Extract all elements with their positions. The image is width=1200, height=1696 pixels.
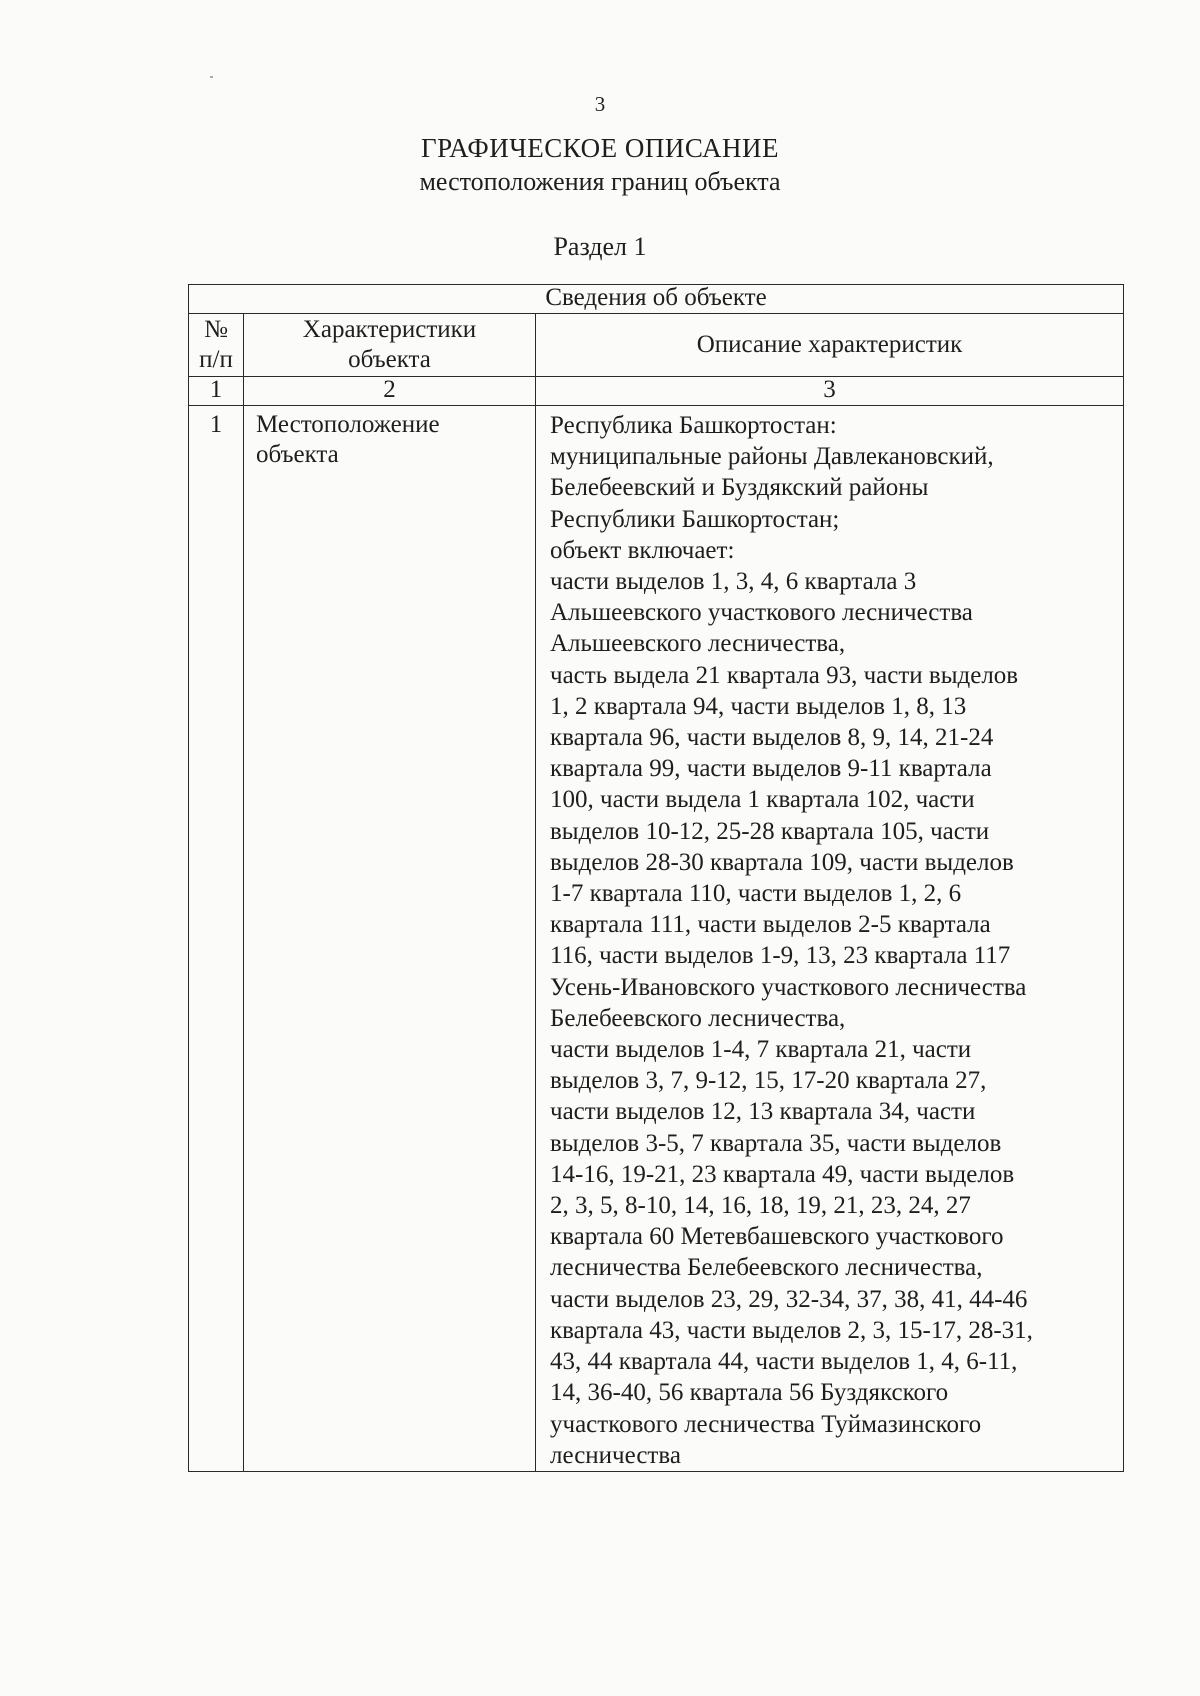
description-line: часть выдела 21 квартала 93, части выделов bbox=[550, 661, 1019, 689]
description-line: квартала 43, части выделов 2, 3, 15-17, 28-31, bbox=[550, 1316, 1033, 1344]
description-line: части выделов 1, 3, 4, 6 квартала 3 bbox=[550, 568, 917, 596]
description-line: квартала 60 Метевбашевского участкового bbox=[550, 1223, 1004, 1251]
column-number-3: 3 bbox=[536, 377, 1124, 406]
header-characteristics-line1: Характеристики bbox=[302, 316, 477, 343]
description-line: 1-7 квартала 110, части выделов 1, 2, 6 bbox=[550, 880, 962, 908]
header-characteristics bbox=[244, 314, 536, 377]
description-line: квартала 96, части выделов 8, 9, 14, 21-24 bbox=[550, 724, 994, 752]
description-line: 43, 44 квартала 44, части выделов 1, 4, 6-11, bbox=[550, 1348, 1018, 1376]
description-line: квартала 111, части выделов 2-5 квартала bbox=[550, 911, 991, 939]
description-line: 116, части выделов 1-9, 13, 23 квартала 117 bbox=[550, 942, 1011, 970]
object-info-table bbox=[188, 284, 1123, 1472]
scan-speck bbox=[210, 76, 213, 78]
column-number-2: 2 bbox=[244, 377, 536, 406]
description-line: части выделов 23, 29, 32-34, 37, 38, 41, 44-46 bbox=[550, 1285, 1028, 1313]
header-characteristics-line2: объекта bbox=[348, 346, 431, 373]
description-line: 14-16, 19-21, 23 квартала 49, части выделов bbox=[550, 1160, 1015, 1188]
description-line: Усень-Ивановского участкового лесничества bbox=[550, 973, 1027, 1001]
header-description: Описание характеристик bbox=[536, 314, 1124, 377]
document-title: ГРАФИЧЕСКОЕ ОПИСАНИЕ bbox=[420, 133, 780, 163]
description-line: лесничества bbox=[550, 1441, 681, 1469]
table-caption-row bbox=[189, 285, 1124, 314]
section-heading: Раздел 1 bbox=[553, 232, 647, 261]
table-row bbox=[189, 406, 1124, 1472]
column-number-row bbox=[189, 377, 1124, 406]
description-line: 100, части выдела 1 квартала 102, части bbox=[550, 786, 975, 814]
description-line: Республики Башкортостан; bbox=[550, 505, 840, 533]
column-number-1: 1 bbox=[189, 377, 244, 406]
description-line: 1, 2 квартала 94, части выделов 1, 8, 13 bbox=[550, 692, 967, 720]
description-line: 2, 3, 5, 8-10, 14, 16, 18, 19, 21, 23, 24, 27 bbox=[550, 1192, 971, 1220]
characteristic-line1: Местоположение bbox=[256, 411, 440, 438]
table-header-row bbox=[189, 314, 1124, 377]
characteristic-line2: объекта bbox=[256, 441, 339, 468]
description-line: Альшеевского лесничества, bbox=[550, 630, 846, 658]
description-line: лесничества Белебеевского лесничества, bbox=[550, 1254, 983, 1282]
row-description bbox=[536, 406, 1124, 1472]
description-line: выделов 10-12, 25-28 квартала 105, части bbox=[550, 817, 990, 845]
description-line: Белебеевский и Буздякский районы bbox=[550, 474, 929, 502]
description-line: объект включает: bbox=[550, 536, 735, 564]
description-line: муниципальные районы Давлекановский, bbox=[550, 443, 994, 471]
document-subtitle: местоположения границ объекта bbox=[419, 167, 781, 196]
description-line: выделов 3, 7, 9-12, 15, 17-20 квартала 27, bbox=[550, 1067, 987, 1095]
table-caption: Сведения об объекте bbox=[189, 285, 1124, 314]
description-line: выделов 3-5, 7 квартала 35, части выделов bbox=[550, 1129, 1002, 1157]
description-line: Белебеевского лесничества, bbox=[550, 1004, 846, 1032]
description-line: 14, 36-40, 56 квартала 56 Буздякского bbox=[550, 1379, 949, 1407]
description-line: выделов 28-30 квартала 109, части выделов bbox=[550, 848, 1014, 876]
description-line: части выделов 12, 13 квартала 34, части bbox=[550, 1098, 976, 1126]
description-line: Альшеевского участкового лесничества bbox=[550, 599, 973, 627]
header-number bbox=[189, 314, 244, 377]
description-line: участкового лесничества Туймазинского bbox=[550, 1410, 982, 1438]
description-line: Республика Башкортостан: bbox=[550, 412, 837, 439]
description-line: части выделов 1-4, 7 квартала 21, части bbox=[550, 1036, 972, 1064]
header-number-line2: п/п bbox=[199, 346, 233, 373]
row-characteristic bbox=[244, 406, 536, 1472]
row-number: 1 bbox=[189, 406, 244, 1472]
description-line: квартала 99, части выделов 9-11 квартала bbox=[550, 755, 992, 783]
page-number: 3 bbox=[594, 92, 606, 116]
header-number-line1: № bbox=[204, 316, 228, 343]
